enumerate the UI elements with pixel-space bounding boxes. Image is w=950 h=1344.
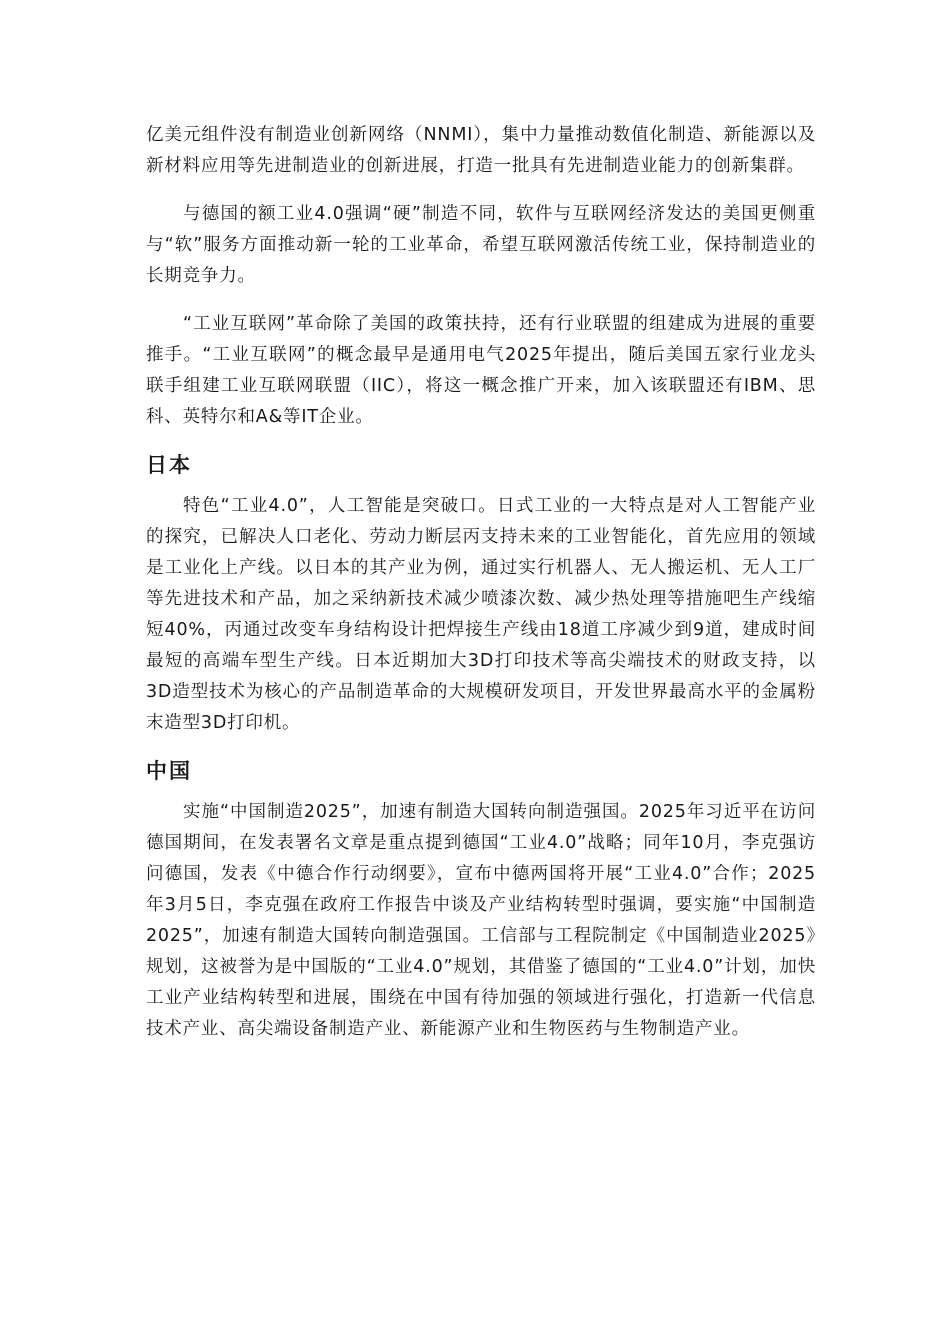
china-heading: 中国 bbox=[146, 759, 192, 783]
japan-paragraph: 特色“工业4.0”，人工智能是突破口。日式工业的一大特点是对人工智能产业的探究，已解决人口老化、劳动力断层丙支持未来的工业智能化，首先应用的领域是工业化上产线。以日本的其产业为例，通过实行机器人、无人搬运机、无人工厂等先进技术和产品，加之采纳新技术减少喷漆次数、减少热处理等措施吧生产线缩短40%，丙通过改变车身结构设计把焊接生产线由18道工序减少到9道，建成时间最短的高端车型生产线。日本近期加大3D打印技术等高尖端技术的财政支持，以3D造型技术为核心的产品制造革命的大规模研发项目，开发世界最高水平的金属粉末造型3D打印机。 bbox=[146, 496, 816, 733]
document-page bbox=[146, 120, 816, 1062]
usa-paragraph-3: “工业互联网”革命除了美国的政策扶持，还有行业联盟的组建成为进展的重要推手。“工业互联网”的概念最早是通用电气2025年提出，随后美国五家行业龙头联手组建工业互联网联盟（IIC），将这一概念推广开来，加入该联盟还有IBM、思科、英特尔和A&等IT企业。 bbox=[146, 314, 816, 427]
china-paragraph: 实施“中国制造2025”，加速有制造大国转向制造强国。2025年习近平在访问德国期间，在发表署名文章是重点提到德国“工业4.0”战略；同年10月，李克强访问德国，发表《中德合作行动纲要》，宣布中德两国将开展“工业4.0”合作；2025年3月5日，李克强在政府工作报告中谈及产业结构转型时强调，要实施“中国制造2025”，加速有制造大国转向制造强国。工信部与工程院制定《中国制造业2025》规划，这被誉为是中国版的“工业4.0”规划，其借鉴了德国的“工业4.0”计划，加快工业产业结构转型和进展，围绕在中国有待加强的领域进行强化，打造新一代信息技术产业、高尖端设备制造产业、新能源产业和生物医药与生物制造产业。 bbox=[146, 802, 816, 1039]
japan-heading: 日本 bbox=[146, 453, 192, 477]
usa-paragraph-1: 亿美元组件没有制造业创新网络（NNMI），集中力量推动数值化制造、新能源以及新材料应用等先进制造业的创新进展，打造一批具有先进制造业能力的创新集群。 bbox=[146, 125, 816, 176]
usa-paragraph-2: 与德国的额工业4.0强调“硬”制造不同，软件与互联网经济发达的美国更侧重与“软”服务方面推动新一轮的工业革命，希望互联网激活传统工业，保持制造业的长期竞争力。 bbox=[146, 204, 816, 286]
